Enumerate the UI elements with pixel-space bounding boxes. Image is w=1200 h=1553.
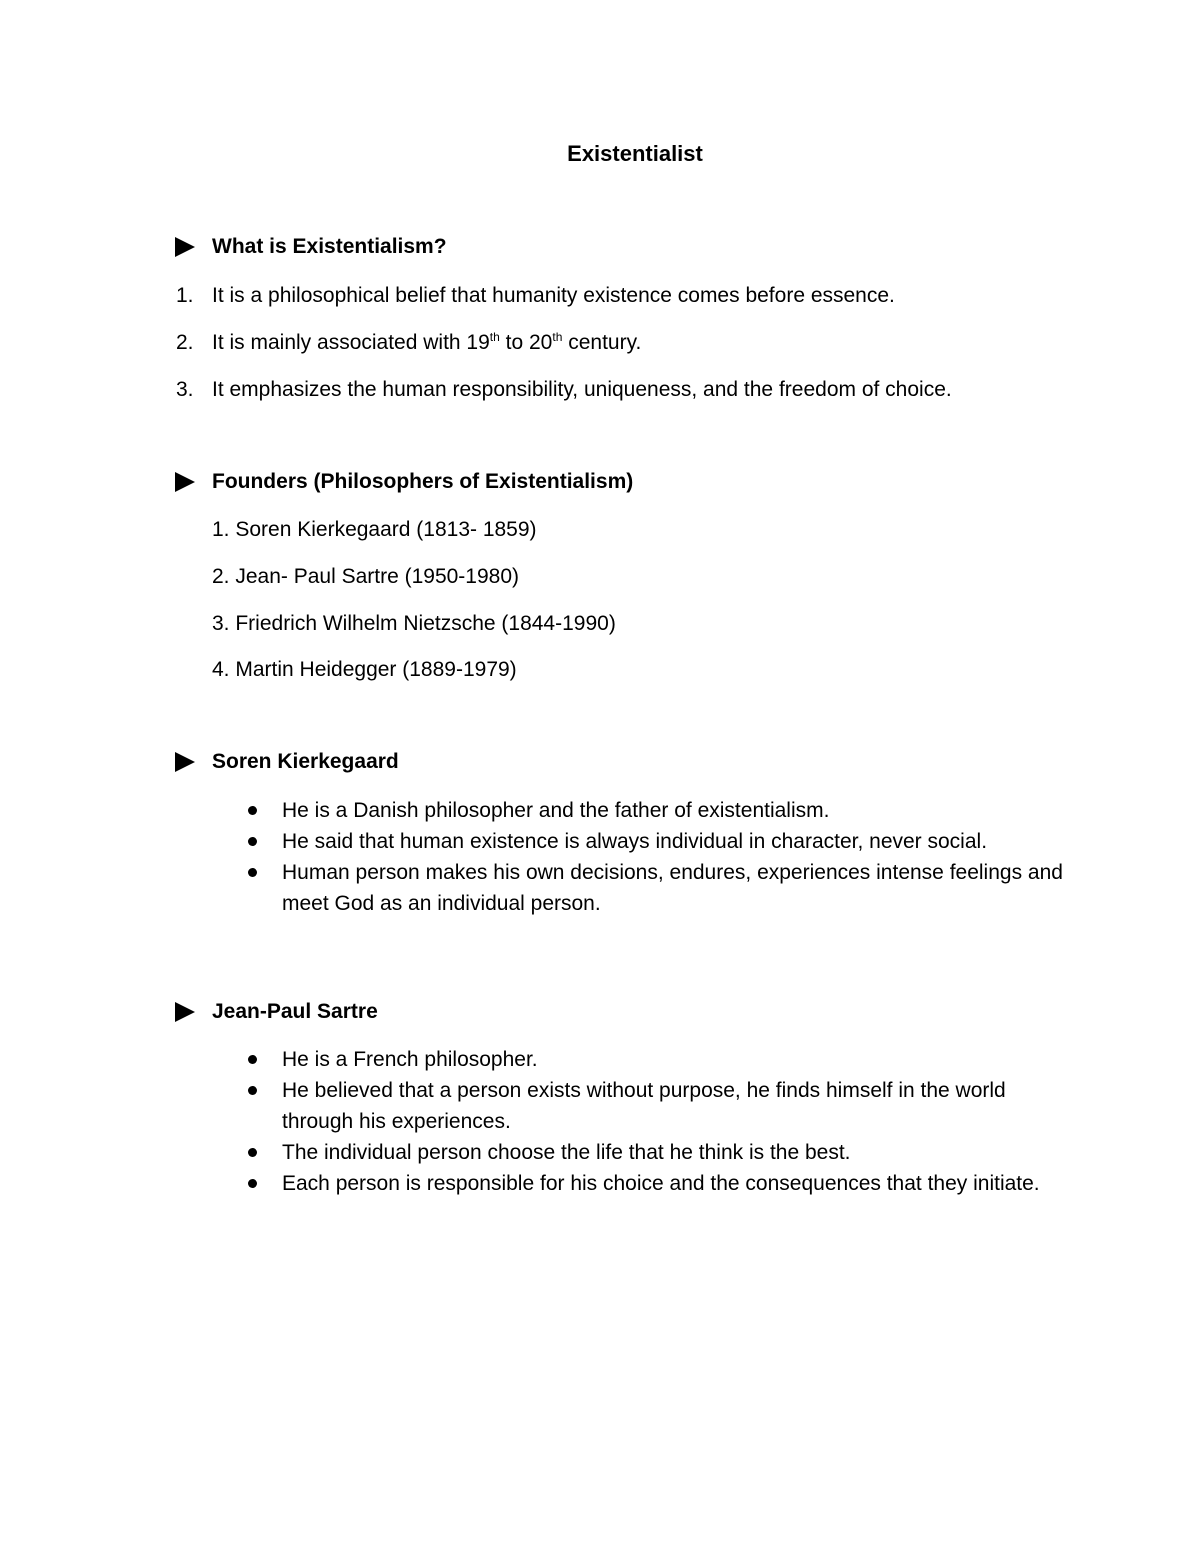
arrow-bullet-icon xyxy=(175,237,195,257)
section-heading-founders xyxy=(175,470,633,494)
section-heading-sartre xyxy=(175,1000,378,1024)
founder-item: 3. Friedrich Wilhelm Nietzsche (1844-1990) xyxy=(212,612,616,635)
section-heading-text: What is Existentialism? xyxy=(212,235,447,258)
item-text: It is a philosophical belief that humanity existence comes before essence. xyxy=(212,284,895,307)
kierkegaard-bullet-list xyxy=(282,795,1072,919)
list-item: Each person is responsible for his choice and the consequences that they initiate. xyxy=(282,1168,1072,1199)
section-heading-text: Jean-Paul Sartre xyxy=(212,1000,378,1023)
section-heading-what xyxy=(175,235,447,259)
section-heading-kierkegaard xyxy=(175,750,399,774)
founder-item: 4. Martin Heidegger (1889-1979) xyxy=(212,658,517,681)
item-number: 3. xyxy=(176,378,194,401)
bullet-dot-icon xyxy=(248,837,257,846)
bullet-dot-icon xyxy=(248,1086,257,1095)
bullet-dot-icon xyxy=(248,1055,257,1064)
item-number: 2. xyxy=(176,331,194,354)
item-number: 1. xyxy=(176,284,194,307)
arrow-bullet-icon xyxy=(175,472,195,492)
list-item: He is a French philosopher. xyxy=(282,1044,1072,1075)
list-item: He believed that a person exists without purpose, he finds himself in the world through his experiences. xyxy=(282,1075,1072,1137)
section-heading-text: Soren Kierkegaard xyxy=(212,750,399,773)
list-item: Human person makes his own decisions, endures, experiences intense feelings and meet God as an individual person. xyxy=(282,857,1072,919)
bullet-dot-icon xyxy=(248,1179,257,1188)
bullet-dot-icon xyxy=(248,806,257,815)
section-heading-text: Founders (Philosophers of Existentialism) xyxy=(212,470,634,493)
founder-item: 1. Soren Kierkegaard (1813- 1859) xyxy=(212,518,537,541)
bullet-dot-icon xyxy=(248,868,257,877)
bullet-dot-icon xyxy=(248,1148,257,1157)
list-item: He said that human existence is always individual in character, never social. xyxy=(282,826,1072,857)
list-item: He is a Danish philosopher and the father of existentialism. xyxy=(282,795,1072,826)
document-title: Existentialist xyxy=(567,141,703,166)
arrow-bullet-icon xyxy=(175,752,195,772)
item-text: It emphasizes the human responsibility, uniqueness, and the freedom of choice. xyxy=(212,378,952,401)
sartre-bullet-list xyxy=(282,1044,1072,1199)
founder-item: 2. Jean- Paul Sartre (1950-1980) xyxy=(212,565,520,588)
arrow-bullet-icon xyxy=(175,1002,195,1022)
item-text: It is mainly associated with 19th to 20th century. xyxy=(212,330,642,354)
list-item: The individual person choose the life that he think is the best. xyxy=(282,1137,1072,1168)
